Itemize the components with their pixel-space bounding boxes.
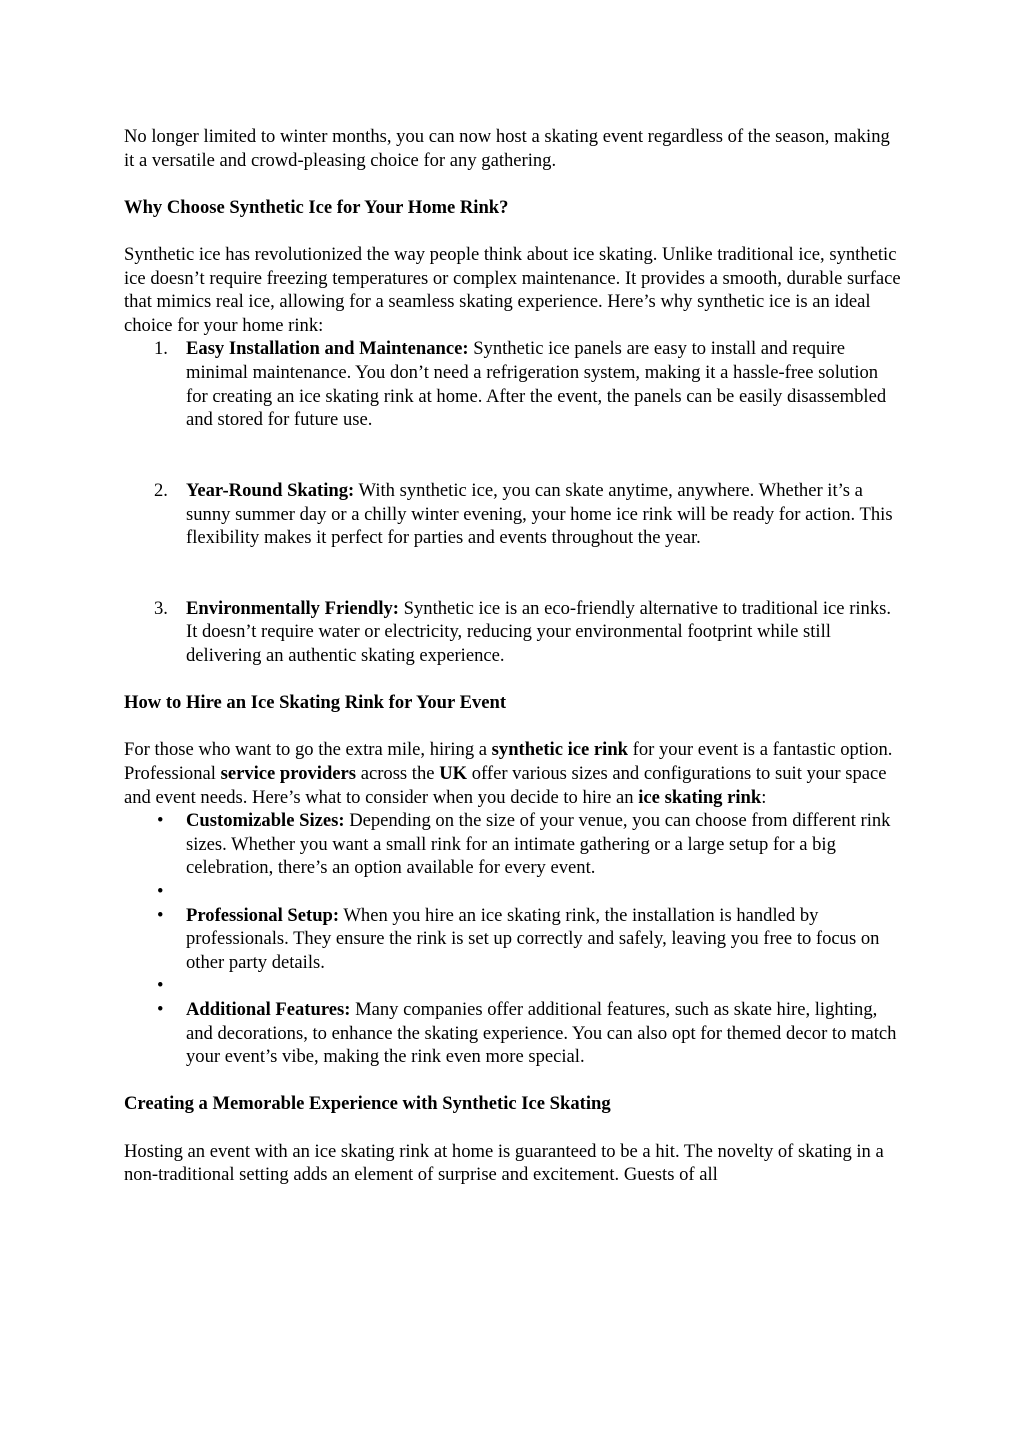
list-item — [124, 337, 904, 431]
bullet-icon: • — [157, 998, 164, 1020]
paragraph-bold-text: ice skating rink — [638, 786, 762, 808]
hire-considerations-list — [124, 809, 904, 1069]
list-number: 1. — [154, 338, 168, 360]
benefits-list — [124, 597, 904, 668]
list-item-empty — [124, 974, 904, 998]
paragraph-text: For those who want to go the extra mile, hiring a — [124, 739, 492, 761]
list-item — [124, 809, 904, 880]
list-item — [124, 597, 904, 668]
list-item — [124, 998, 904, 1069]
bullet-icon: • — [157, 810, 164, 832]
paragraph-bold-text: synthetic ice rink — [491, 739, 629, 761]
list-number: 3. — [154, 597, 168, 619]
paragraph-text: across the — [356, 763, 440, 785]
section-heading-memorable-experience: Creating a Memorable Experience with Synthetic Ice Skating — [124, 1093, 611, 1115]
list-item-title: Professional Setup: — [186, 904, 340, 926]
paragraph-text: : — [761, 786, 767, 808]
blank-space — [124, 550, 904, 597]
section-heading-how-to-hire: How to Hire an Ice Skating Rink for Your Event — [124, 692, 507, 714]
intro-paragraph: No longer limited to winter months, you can now host a skating event regardless of the season, making it a versatile and crowd-pleasing choice for any gathering. — [124, 126, 890, 171]
list-item-text: Depending on the size of your venue, you can choose from different rink sizes. Whether you want a small rink for an intimate gathering or a large setup for a big celebration, there’s an option available for every event. — [186, 810, 891, 879]
bullet-icon: • — [157, 975, 164, 997]
list-item-title: Additional Features: — [186, 998, 351, 1020]
list-number: 2. — [154, 479, 168, 501]
bullet-icon: • — [157, 904, 164, 926]
benefits-list — [124, 479, 904, 550]
list-item-text: When you hire an ice skating rink, the installation is handled by professionals. They ensure the rink is set up correctly and safely, leaving you free to focus on other party details. — [186, 904, 880, 973]
section2-paragraph — [124, 738, 904, 809]
list-item-text: Synthetic ice is an eco-friendly alternative to traditional ice rinks. It doesn’t require water or electricity, reducing your environmental footprint while still delivering an authentic skating experience. — [186, 597, 892, 667]
paragraph-bold-text: service providers — [220, 763, 357, 785]
document-page — [124, 125, 904, 1187]
list-item-text: Many companies offer additional features, such as skate hire, lighting, and decorations, to enhance the skating experience. You can also opt for themed decor to match your event’s vibe, making the rink even more special. — [186, 998, 897, 1068]
paragraph-bold-text: UK — [439, 763, 468, 785]
list-item-title: Environmentally Friendly: — [186, 597, 399, 619]
list-item-text: Synthetic ice panels are easy to install and require minimal maintenance. You don’t need a refrigeration system, making it a hassle-free solution for creating an ice skating rink at home. After the event, the panels can be easily disassembled and stored for future use. — [186, 338, 887, 431]
paragraph-text: for your event is a fantastic option. Professional — [124, 739, 893, 785]
paragraph-text: offer various sizes and configurations to suit your space and event needs. Here’s what to consider when you decide to hire an — [124, 763, 887, 808]
list-item-title: Customizable Sizes: — [186, 810, 345, 832]
list-item-title: Easy Installation and Maintenance: — [186, 338, 469, 360]
list-item — [124, 904, 904, 975]
benefits-list — [124, 337, 904, 431]
bullet-icon: • — [157, 881, 164, 902]
list-item-empty — [124, 880, 904, 904]
list-item-text: With synthetic ice, you can skate anytime, anywhere. Whether it’s a sunny summer day or a chilly winter evening, your home ice rink will be ready for action. This flexibility makes it perfect for parties and events throughout the year. — [186, 479, 893, 549]
blank-space — [124, 432, 904, 479]
section-heading-why-synthetic-ice: Why Choose Synthetic Ice for Your Home Rink? — [124, 196, 509, 218]
list-item — [124, 479, 904, 550]
section1-paragraph: Synthetic ice has revolutionized the way people think about ice skating. Unlike traditional ice, synthetic ice doesn’t require freezing temperatures or complex maintenance. It provides a smooth, durable surface that mimics real ice, allowing for a seamless skating experience. Here’s why synthetic ice is an ideal choice for your home rink: — [124, 243, 901, 336]
list-item-title: Year-Round Skating: — [186, 479, 355, 501]
section3-paragraph: Hosting an event with an ice skating rink at home is guaranteed to be a hit. The novelty of skating in a non-traditional setting adds an element of surprise and excitement. Guests of all — [124, 1140, 884, 1186]
